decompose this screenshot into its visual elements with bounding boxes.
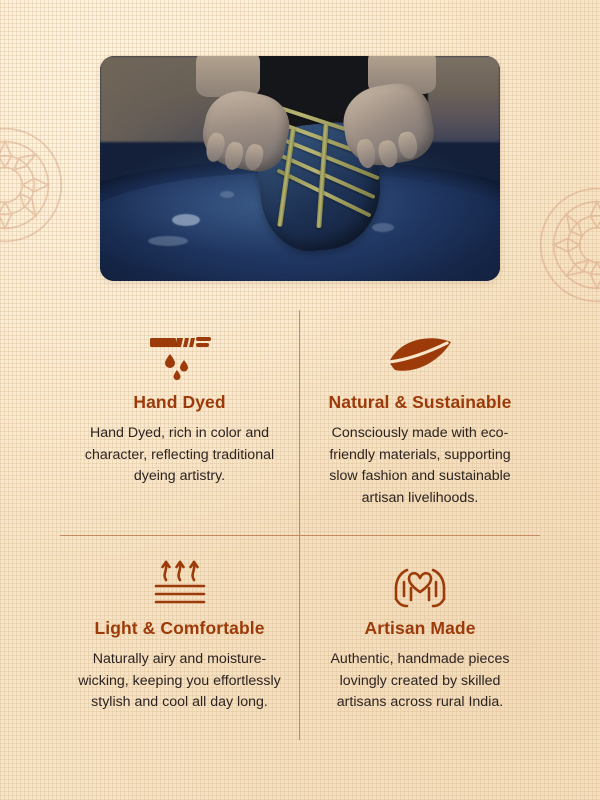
feature-light-comfortable: [60, 536, 300, 740]
photo-dye-splash: [148, 236, 188, 246]
feature-description: Hand Dyed, rich in color and character, reflecting traditional dyeing artistry.: [84, 425, 275, 485]
dye-brush-drop-icon: [74, 328, 285, 384]
photo-dye-splash: [172, 214, 200, 226]
photo-dye-splash: [372, 223, 394, 232]
feature-title: Natural & Sustainable: [328, 392, 512, 412]
photo-dye-splash: [220, 191, 234, 198]
feature-description: Authentic, handmade pieces lovingly created by skilled artisans across rural India.: [330, 651, 510, 711]
hands-holding-heart-icon: [314, 554, 526, 610]
feature-hand-dyed: [60, 310, 300, 536]
feature-description: Consciously made with eco-friendly materials, supporting slow fashion and sustainable artisan livelihoods.: [329, 425, 511, 506]
indigo-dyeing-photo: [100, 56, 500, 281]
feature-description: Naturally airy and moisture-wicking, keeping you effortlessly stylish and cool all day long.: [78, 651, 281, 711]
breathable-airflow-icon: [74, 554, 285, 610]
photo-forearm: [196, 56, 260, 97]
feature-artisan-made: [300, 536, 540, 740]
feature-natural-sustainable: [300, 310, 540, 536]
feature-grid: [60, 310, 540, 740]
feature-title: Light & Comfortable: [94, 618, 265, 639]
hero-image: [100, 56, 500, 281]
feature-title: Hand Dyed: [133, 392, 226, 412]
feature-title: Artisan Made: [364, 618, 476, 639]
leaf-icon: [314, 328, 526, 384]
